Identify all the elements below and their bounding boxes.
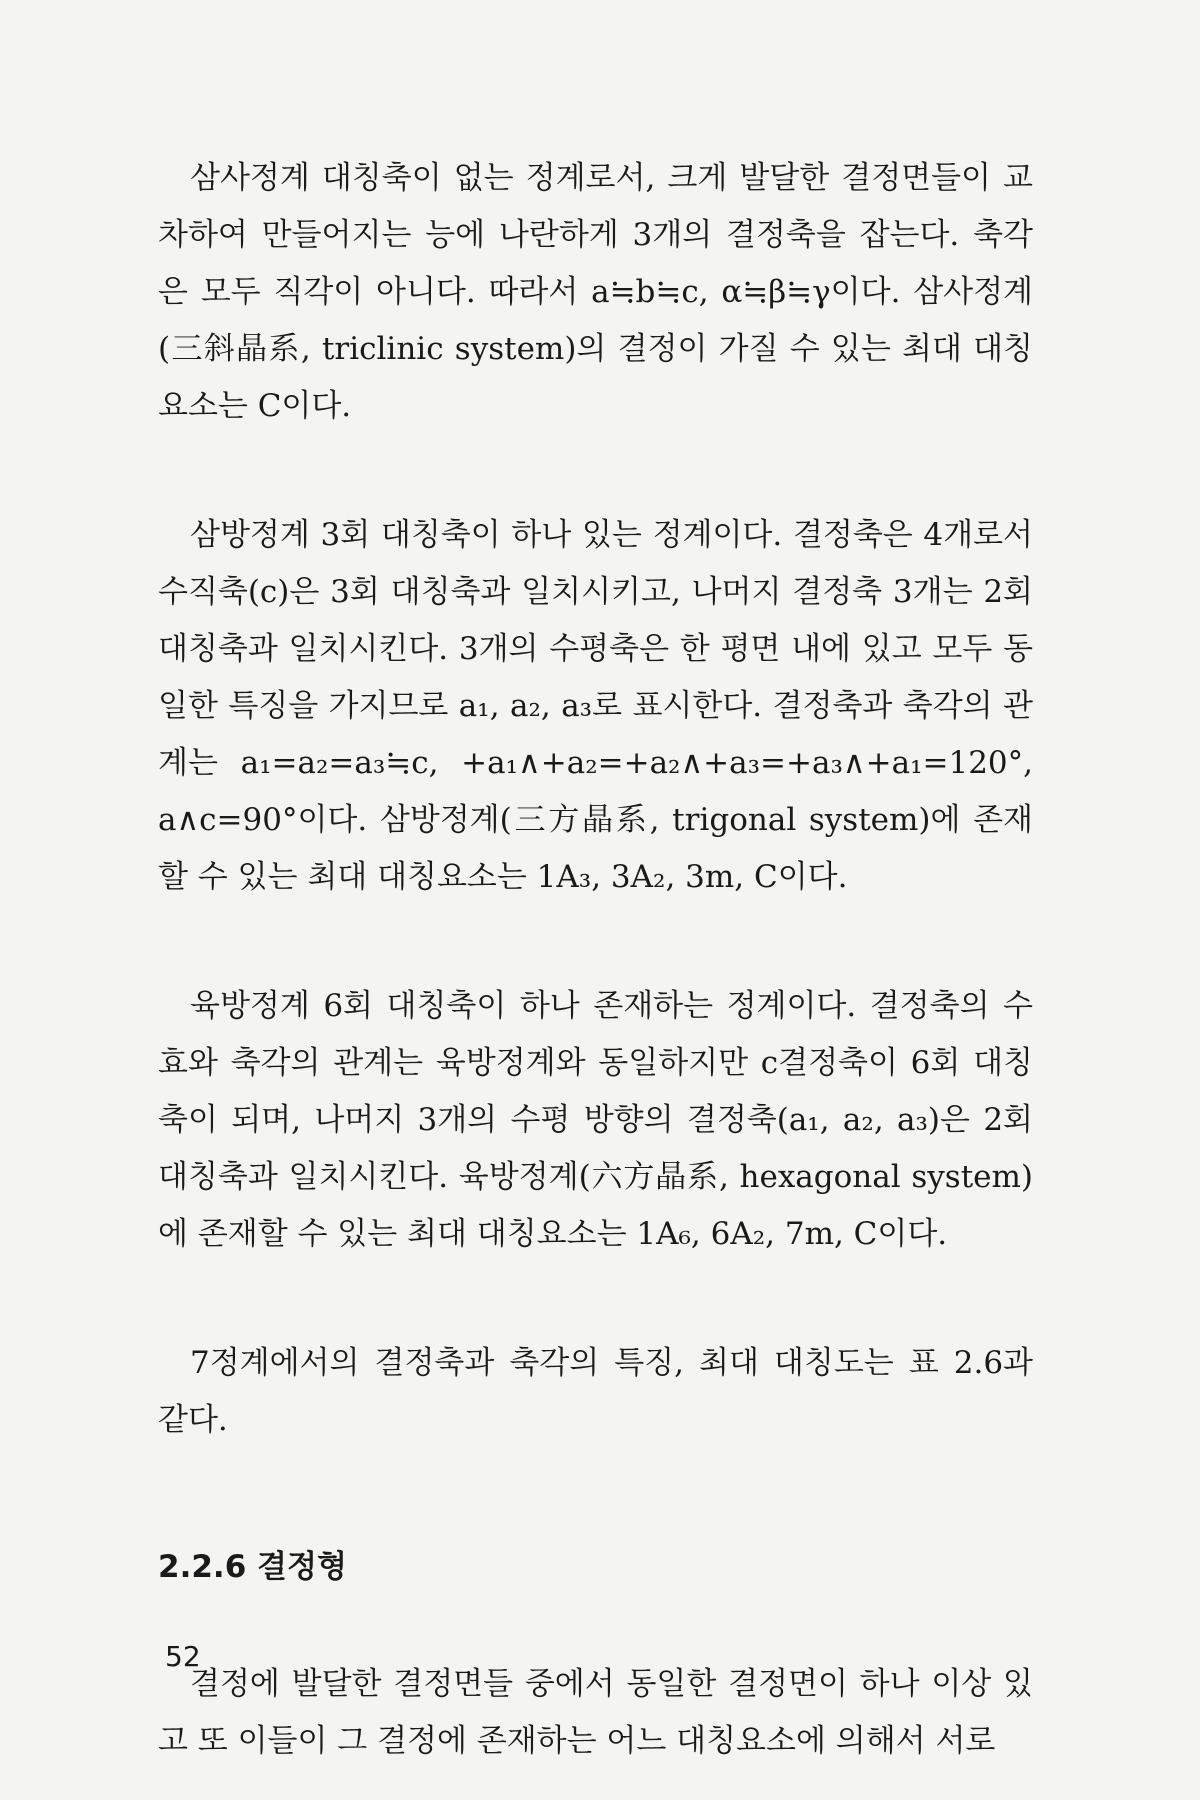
paragraph-trigonal: [158, 507, 1033, 906]
section-heading: 2.2.6 결정형: [158, 1549, 347, 1585]
paragraph-text: 삼사정계 대칭축이 없는 정계로서, 크게 발달한 결정면들이 교차하여 만들어지는 능에 나란하게 3개의 결정축을 잡는다. 축각은 모두 직각이 아니다. 따라서 a≒b≒c, α≒β≒γ이다. 삼사정계(三斜晶系, triclinic system)의 결정이 가질 수 있는 최대 대칭요소는 C이다.: [158, 160, 1033, 424]
paragraph-text: 육방정계 6회 대칭축이 하나 존재하는 정계이다. 결정축의 수효와 축각의 관계는 육방정계와 동일하지만 c결정축이 6회 대칭축이 되며, 나머지 3개의 수평 방향의 결정축(a₁, a₂, a₃)은 2회 대칭축과 일치시킨다. 육방정계(六方晶系, hexagonal system)에 존재할 수 있는 최대 대칭요소는 1A₆, 6A₂, 7m, C이다.: [158, 988, 1033, 1252]
paragraph-summary: [158, 1335, 1033, 1449]
paragraph-crystal-form: [158, 1656, 1033, 1770]
paragraph-triclinic: [158, 150, 1033, 435]
paragraph-text: 삼방정계 3회 대칭축이 하나 있는 정계이다. 결정축은 4개로서 수직축(c)은 3회 대칭축과 일치시키고, 나머지 결정축 3개는 2회 대칭축과 일치시킨다. 3개의 수평축은 한 평면 내에 있고 모두 동일한 특징을 가지므로 a₁, a₂, a₃로 표시한다. 결정축과 축각의 관계는 a₁=a₂=a₃≒c, +a₁∧+a₂=+a₂∧+a₃=+a₃∧+a₁=120°, a∧c=90°이다. 삼방정계(三方晶系, trigonal system)에 존재할 수 있는 최대 대칭요소는 1A₃, 3A₂, 3m, C이다.: [158, 517, 1033, 895]
page-body: [158, 150, 1033, 1770]
paragraph-text: 7정계에서의 결정축과 축각의 특징, 최대 대칭도는 표 2.6과 같다.: [158, 1345, 1033, 1438]
page-number: 52: [165, 1640, 201, 1673]
paragraph-hexagonal: [158, 978, 1033, 1263]
paragraph-text: 결정에 발달한 결정면들 중에서 동일한 결정면이 하나 이상 있고 또 이들이 그 결정에 존재하는 어느 대칭요소에 의해서 서로: [158, 1666, 1033, 1759]
